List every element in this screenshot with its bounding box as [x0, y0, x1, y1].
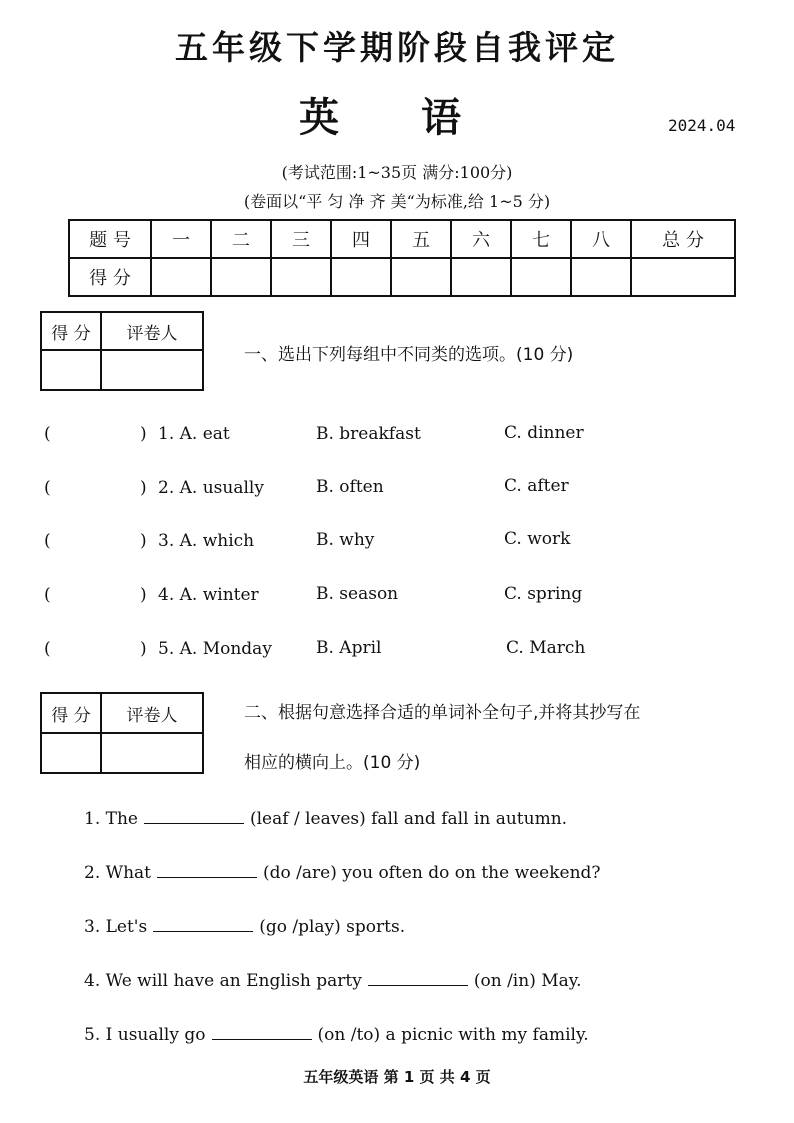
subject-title: 英 语: [299, 95, 495, 141]
score-table-score-row: [69, 258, 735, 296]
score-cell: [571, 258, 631, 296]
option-a: 3. A. which: [158, 531, 255, 551]
page-footer: 五年级英语 第 1 页 共 4 页: [303, 1068, 491, 1086]
score-table-col: 六: [451, 220, 511, 258]
grader-score-cell: [41, 350, 101, 390]
fill-item-suffix: (leaf / leaves) fall and fall in autumn.: [249, 809, 568, 829]
neatness-note: (卷面以“平 匀 净 齐 美“为标准,给 1~5 分): [243, 192, 551, 211]
option-b: B. often: [316, 477, 384, 497]
fill-item-prefix: 3. Let's: [84, 917, 148, 937]
answer-paren-left: (: [44, 531, 51, 551]
grader-name-cell: [101, 733, 203, 773]
score-table-col: 五: [391, 220, 451, 258]
score-table-col: 一: [151, 220, 211, 258]
score-cell: [631, 258, 735, 296]
section2-title-line1: 二、根据句意选择合适的单词补全句子,并将其抄写在: [244, 703, 641, 723]
answer-paren-right: ): [140, 585, 147, 605]
grader-score-label: 得 分: [41, 693, 101, 733]
grader-name-label: 评卷人: [101, 312, 203, 350]
grader-score-label: 得 分: [41, 312, 101, 350]
section2-title-line2: 相应的横向上。(10 分): [244, 753, 421, 773]
option-c: C. dinner: [504, 423, 584, 443]
fill-item: [84, 1025, 589, 1045]
score-cell: [271, 258, 331, 296]
score-cell: [211, 258, 271, 296]
grader-box-2: [40, 692, 204, 774]
fill-item-suffix: (on /to) a picnic with my family.: [317, 1025, 589, 1045]
answer-paren-left: (: [44, 585, 51, 605]
section1-title: 一、选出下列每组中不同类的选项。(10 分): [244, 345, 574, 365]
fill-item: [84, 863, 601, 883]
grader-score-cell: [41, 733, 101, 773]
score-cell: [331, 258, 391, 296]
score-cell: [151, 258, 211, 296]
exam-date: 2024.04: [668, 116, 736, 135]
fill-item-suffix: (go /play) sports.: [259, 917, 406, 937]
answer-paren-right: ): [140, 531, 147, 551]
exam-range: (考试范围:1~35页 满分:100分): [281, 163, 513, 182]
option-a: 1. A. eat: [158, 424, 230, 444]
fill-item-prefix: 2. What: [84, 863, 152, 883]
score-table-header-row: [69, 220, 735, 258]
answer-paren-left: (: [44, 478, 51, 498]
grader-name-label: 评卷人: [101, 693, 203, 733]
fill-item: [84, 917, 405, 937]
option-b: B. April: [316, 638, 382, 658]
score-table-row-label: 题 号: [69, 220, 151, 258]
grader-box-1: [40, 311, 204, 391]
score-table-total: 总 分: [631, 220, 735, 258]
score-table-col: 八: [571, 220, 631, 258]
fill-item: [84, 809, 567, 829]
option-c: C. after: [504, 476, 569, 496]
option-c: C. work: [504, 529, 571, 549]
score-cell: [451, 258, 511, 296]
score-table-col: 七: [511, 220, 571, 258]
fill-item-prefix: 1. The: [84, 809, 138, 829]
answer-paren-left: (: [44, 424, 51, 444]
fill-item-prefix: 5. I usually go: [84, 1025, 206, 1045]
answer-paren-right: ): [140, 639, 147, 659]
answer-paren-right: ): [140, 424, 147, 444]
score-table-col: 二: [211, 220, 271, 258]
option-b: B. why: [316, 530, 375, 550]
option-c: C. spring: [504, 584, 583, 604]
option-a: 2. A. usually: [158, 478, 264, 498]
fill-item-prefix: 4. We will have an English party: [84, 971, 362, 991]
fill-blank[interactable]: [368, 971, 468, 986]
fill-item: [84, 971, 582, 991]
score-cell: [391, 258, 451, 296]
exam-title: 五年级下学期阶段自我评定: [175, 28, 619, 67]
option-b: B. season: [316, 584, 399, 604]
answer-paren-right: ): [140, 478, 147, 498]
score-table-col: 四: [331, 220, 391, 258]
fill-item-suffix: (on /in) May.: [473, 971, 582, 991]
option-c: C. March: [506, 638, 586, 658]
fill-blank[interactable]: [153, 917, 253, 932]
option-a: 5. A. Monday: [158, 639, 272, 659]
score-table-row-label: 得 分: [69, 258, 151, 296]
option-b: B. breakfast: [316, 424, 421, 444]
fill-blank[interactable]: [157, 863, 257, 878]
score-cell: [511, 258, 571, 296]
answer-paren-left: (: [44, 639, 51, 659]
grader-name-cell: [101, 350, 203, 390]
fill-blank[interactable]: [144, 809, 244, 824]
option-a: 4. A. winter: [158, 585, 259, 605]
fill-item-suffix: (do /are) you often do on the weekend?: [263, 863, 601, 883]
fill-blank[interactable]: [212, 1025, 312, 1040]
score-table-col: 三: [271, 220, 331, 258]
score-table: [68, 219, 736, 297]
